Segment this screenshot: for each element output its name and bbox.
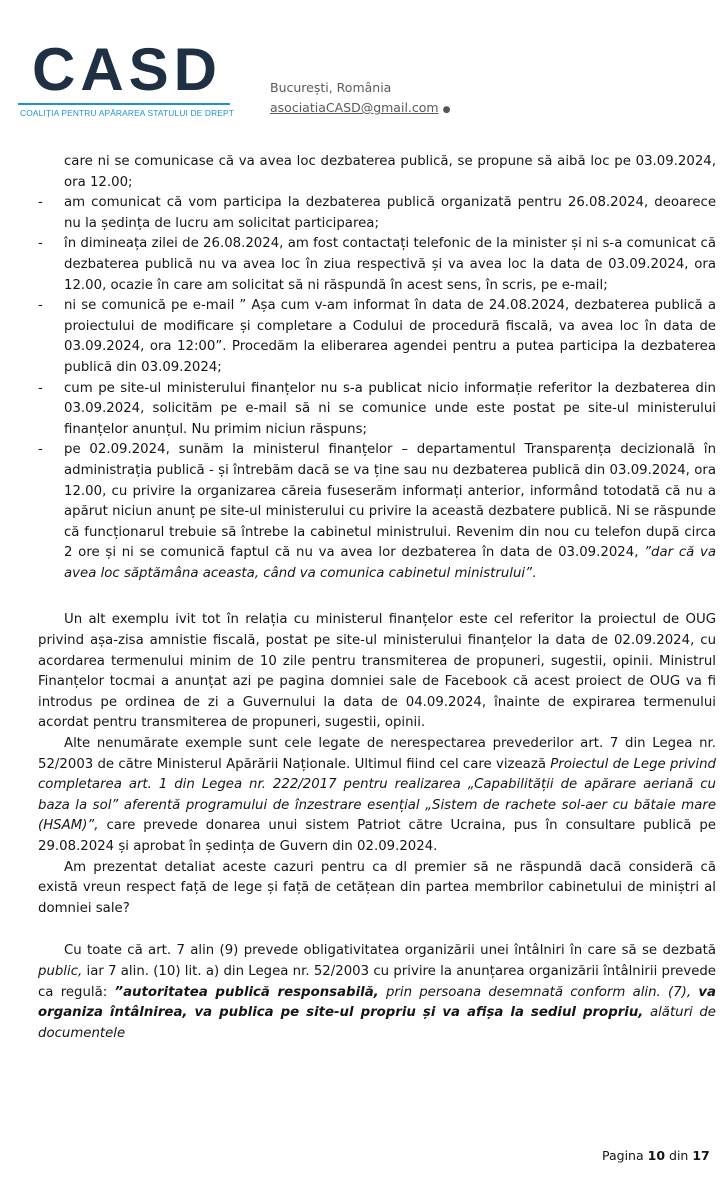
list-item-text: pe 02.09.2024, sunăm la ministerul finanțelor – departamentul Transparența decizională în administrația publică - și întrebăm dacă se va ține sau nu dezbaterea publică din 03.09.2024, ora 12.00, cu privire la organizarea căreia fuseserăm informați anterior, informând totodată că nu a apărut niciun anunț pe site-ul ministerului cu privire la această dezbatere publică. Ni se răspunde că funcționarul trebuie să întrebe la cabinetul ministrului. Revenim din nou cu telefon după circa 2 ore și ni se comunică faptul că nu va avea lor dezbaterea în data de 03.09.2024,	[64, 442, 716, 561]
list-item: - ni se comunică pe e-mail ” Așa cum v-am informat în data de 24.08.2024, dezbaterea publică a proiectului de modificare și completare a Codului de procedură fiscală, va avea loc în data de 03.09.2024, ora 12:00”. Procedăm la eliberarea agendei pentru a putea participa la dezbaterea publică din 03.09.2024;	[38, 296, 716, 378]
letterhead	[0, 0, 720, 140]
email-link[interactable]: asociatiaCASD@gmail.com	[270, 100, 439, 115]
quoted-reply: ”dar că va avea loc săptămâna aceasta, când va comunica cabinetul ministrului”	[64, 545, 717, 581]
law-title: Proiectul de Lege privind completarea art. 1 din Legea nr. 222/2017 pentru realizarea „Capabilității de apărare aeriană cu baza la sol” aferentă programului de înzestrare esențial „Sistem de rachete sol-aer cu bătaie mare (HSAM)”,	[38, 756, 716, 834]
list-item: - cum pe site-ul ministerului finanțelor nu s-a publicat nicio informație referitor la dezbaterea din 03.09.2024, solicităm pe e-mail să ni se comunice unde este postat pe site-ul ministerului finanțelor anunțul. Nu primim niciun răspuns;	[38, 379, 716, 441]
city-label: București, România	[270, 80, 392, 95]
page-number: Pagina 10 din 17	[602, 1148, 710, 1163]
contact-block	[270, 78, 450, 120]
emphasis: prin persoana desemnată conform alin. (7),	[378, 984, 699, 1000]
list-item-tail: .	[531, 565, 537, 581]
document-body	[38, 152, 716, 1044]
list-item: - am comunicat că vom participa la dezbaterea publică organizată pentru 26.08.2024, deoarece nu la ședința de lucru am solicitat participarea;	[38, 193, 716, 234]
list-item	[38, 440, 716, 584]
paragraph-text: Alte nenumărate exemple sunt cele legate de nerespectarea prevederilor art. 7 din Legea nr. 52/2003 de către Ministerul Apărării Naționale. Ultimul fiind cel care vizează	[38, 736, 716, 772]
list-item: - în dimineața zilei de 26.08.2024, am fost contactați telefonic de la minister și ni s-a comunicat că dezbaterea publică nu va avea loc în ziua respectivă și va avea loc la data de 03.09.2024, ora 12.00, ocazie în care am solicitat să ni răspundă în acest sens, în scris, pe e-mail;	[38, 234, 716, 296]
logo-tagline: COALIȚIA PENTRU APĂRAREA STATULUI DE DREPT	[20, 108, 235, 118]
casd-logo: CASD	[32, 36, 223, 103]
paragraph	[38, 734, 716, 858]
logo-underline	[18, 103, 230, 105]
paragraph-text: Cu toate că art. 7 alin (9) prevede obligativitatea organizării unei întâlniri în care să se dezbată	[64, 943, 716, 959]
list-item: care ni se comunicase că va avea loc dezbaterea publică, se propune să aibă loc pe 03.09.2024, ora 12.00;	[64, 154, 716, 190]
bullet-dot-icon: ●	[442, 105, 451, 115]
paragraph: Am prezentat detaliat aceste cazuri pentru ca dl premier să ne răspundă dacă consideră că există vreun respect față de lege și față de cetățean din partea membrilor cabinetului de miniștri al domniei sale?	[38, 859, 716, 916]
emphasis: alături de documentele	[38, 1005, 716, 1041]
bold-emphasis: ”autoritatea publică responsabilă,	[114, 984, 379, 1000]
emphasis: public,	[38, 963, 83, 979]
bold-emphasis: va organiza întâlnirea, va publica pe site-ul propriu și va afișa la sediul propriu,	[38, 984, 716, 1021]
paragraph	[38, 941, 716, 1044]
paragraph: Un alt exemplu ivit tot în relația cu ministerul finanțelor este cel referitor la proiectul de OUG privind așa-zisa amnistie fiscală, postat pe site-ul ministerului finanțelor la data de 02.09.2024, cu acordarea termenului minim de 10 zile pentru transmiterea de propuneri, sugestii, opinii. Ministrul Finanțelor tocmai a anunțat azi pe pagina domniei sale de Facebook că acest proiect de OUG va fi introdus pe ordinea de zi a Guvernului la data de 04.09.2024, înainte de expirarea termenului acordat pentru transmiterea de propuneri, sugestii, opinii.	[38, 612, 716, 731]
paragraph-text: care prevede donarea unui sistem Patriot către Ucraina, pus în consultare publică pe 29.08.2024 și aprobat în ședința de Guvern din 02.09.2024.	[38, 818, 716, 854]
paragraph-text: iar 7 alin. (10) lit. a) din Legea nr. 52/2003 cu privire la anunțarea organizării întâlnirii prevede ca regulă:	[38, 963, 716, 1000]
